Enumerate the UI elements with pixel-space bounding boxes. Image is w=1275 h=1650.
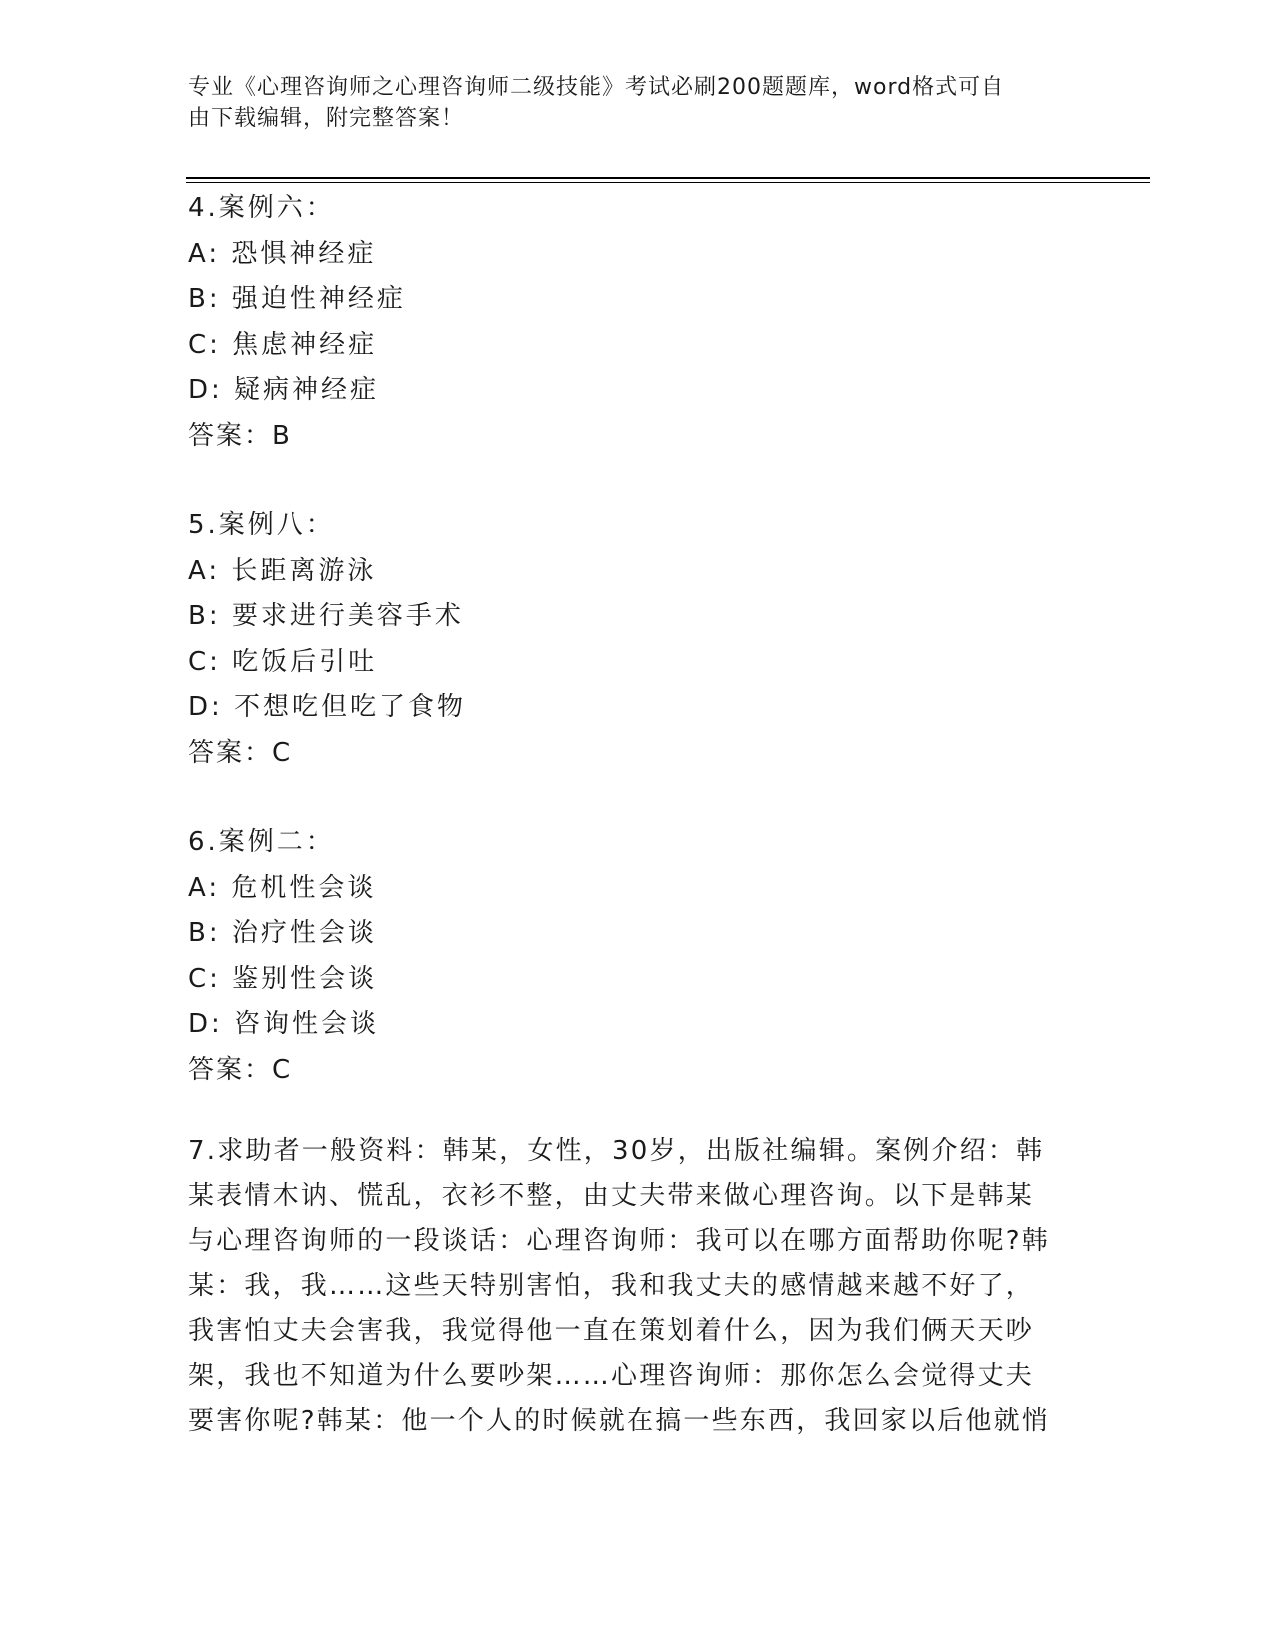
option-b: B: 要求进行美容手术 bbox=[188, 601, 464, 631]
question-7-line: 架，我也不知道为什么要吵架……心理咨询师：那你怎么会觉得丈夫 bbox=[188, 1361, 1035, 1391]
header-divider-thin bbox=[186, 182, 1150, 183]
question-list bbox=[188, 186, 1088, 1444]
question-6 bbox=[188, 820, 1088, 1093]
header-divider-thick bbox=[186, 177, 1150, 179]
option-d: D: 疑病神经症 bbox=[188, 375, 380, 405]
question-7-line: 与心理咨询师的一段谈话：心理咨询师：我可以在哪方面帮助你呢?韩 bbox=[188, 1226, 1051, 1256]
option-a: A: 恐惧神经症 bbox=[188, 238, 377, 269]
answer-value: B bbox=[272, 420, 290, 451]
option-c: C: 鉴别性会谈 bbox=[188, 963, 378, 994]
question-4 bbox=[188, 186, 1088, 459]
question-7 bbox=[188, 1129, 1088, 1444]
answer-value: C bbox=[272, 1054, 291, 1085]
option-a: A: 危机性会谈 bbox=[188, 872, 377, 903]
answer-line bbox=[188, 731, 1088, 777]
question-7-line: 某：我，我……这些天特别害怕，我和我丈夫的感情越来越不好了， bbox=[188, 1271, 1035, 1301]
document-header bbox=[188, 72, 1068, 134]
answer-label: 答案： bbox=[188, 737, 273, 768]
answer-value: C bbox=[272, 737, 291, 768]
option-b: B: 强迫性神经症 bbox=[188, 284, 406, 314]
question-7-line: 要害你呢?韩某：他一个人的时候就在搞一些东西，我回家以后他就悄 bbox=[188, 1406, 1051, 1436]
answer-line bbox=[188, 1048, 1088, 1094]
question-5 bbox=[188, 503, 1088, 776]
option-d: D: 不想吃但吃了食物 bbox=[188, 692, 467, 722]
answer-label: 答案： bbox=[188, 420, 273, 451]
option-b: B: 治疗性会谈 bbox=[188, 918, 377, 948]
answer-line bbox=[188, 414, 1088, 460]
question-7-line: 某表情木讷、慌乱，衣衫不整，由丈夫带来做心理咨询。以下是韩某 bbox=[188, 1181, 1035, 1211]
question-title: 4.案例六： bbox=[188, 193, 335, 223]
question-title: 6.案例二： bbox=[188, 827, 335, 857]
option-a: A: 长距离游泳 bbox=[188, 555, 377, 586]
question-title: 5.案例八： bbox=[188, 510, 335, 540]
header-line-2: 由下载编辑，附完整答案！ bbox=[188, 106, 465, 131]
option-c: C: 焦虑神经症 bbox=[188, 329, 378, 360]
question-7-line: 我害怕丈夫会害我，我觉得他一直在策划着什么，因为我们俩天天吵 bbox=[188, 1316, 1035, 1346]
answer-label: 答案： bbox=[188, 1054, 273, 1085]
question-7-line: 7.求助者一般资料：韩某，女性，30岁，出版社编辑。案例介绍：韩 bbox=[188, 1136, 1045, 1166]
option-d: D: 咨询性会谈 bbox=[188, 1009, 380, 1039]
option-c: C: 吃饭后引吐 bbox=[188, 646, 378, 677]
header-line-1: 专业《心理咨询师之心理咨询师二级技能》考试必刷200题题库，word格式可自 bbox=[188, 75, 1005, 100]
